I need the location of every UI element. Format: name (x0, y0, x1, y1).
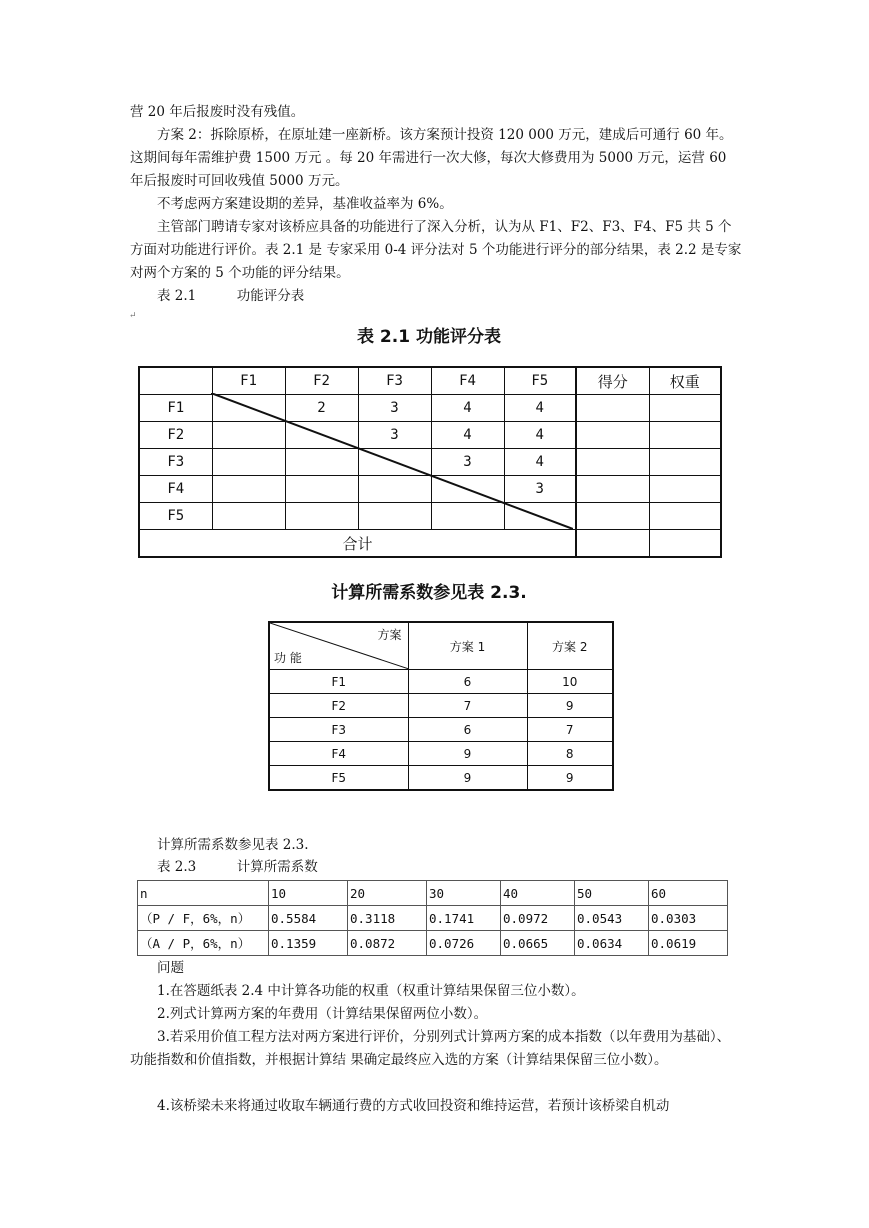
weight-cell (649, 395, 721, 422)
table-row (139, 367, 721, 395)
row-label: F2 (139, 422, 212, 449)
table-cell: 0.0872 (348, 931, 427, 956)
score-cell (576, 395, 649, 422)
table-cell: 4 (431, 395, 504, 422)
question-1: 1.在答题纸表 2.4 中计算各功能的权重（权重计算结果保留三位小数）。 (157, 983, 585, 999)
table-cell: 7 (408, 694, 527, 718)
header-cell: F3 (358, 367, 431, 395)
table21-title: 表 2.1 功能评分表 (357, 327, 501, 347)
table-row (139, 530, 721, 558)
row-label: F5 (269, 766, 408, 791)
table-cell: 60 (649, 881, 728, 906)
table-cell: 30 (427, 881, 501, 906)
corner-plan-label: 方案 (377, 628, 402, 642)
paragraph-experts: 主管部门聘请专家对该桥应具备的功能进行了深入分析，认为从 F1、F2、F3、F4、F5 共 5 个方面对功能进行评价。表 2.1 是 专家采用 0-4 评分法对 5 个功能进行评分的部分结果，表 2.2 是专家对两个方案的 5 个功能的评分结果。 (130, 219, 742, 281)
table21-caption: 表 2.1 功能评分表 (157, 288, 305, 304)
row-label: F3 (269, 718, 408, 742)
header-cell: 方案 1 (408, 622, 527, 670)
table-cell: 40 (501, 881, 575, 906)
table-cell: 9 (527, 766, 613, 791)
table-cell: 10 (269, 881, 348, 906)
table-cell: 0.1741 (427, 906, 501, 931)
table-cell: 50 (575, 881, 649, 906)
paragraph-plan2: 方案 2：拆除原桥，在原址建一座新桥。该方案预计投资 120 000 万元，建成后可通行 60 年。这期间每年需维护费 1500 万元 。每 20 年需进行一次大修，每次大修费用为 5000 万元，运营 60 年后报废时可回收残值 5000 万元。 (130, 127, 733, 189)
table-cell: 0.3118 (348, 906, 427, 931)
header-cell: 方案 2 (527, 622, 613, 670)
table-cell: 9 (527, 694, 613, 718)
row-label: F1 (269, 670, 408, 694)
table-cell: 0.0726 (427, 931, 501, 956)
weight-cell (649, 503, 721, 530)
question-2: 2.列式计算两方案的年费用（计算结果保留两位小数）。 (157, 1006, 488, 1022)
table-cell: 20 (348, 881, 427, 906)
corner-function-label: 功 能 (274, 651, 302, 665)
table-cell: 10 (527, 670, 613, 694)
weight-cell (649, 422, 721, 449)
header-cell: F5 (504, 367, 576, 395)
score-cell (576, 422, 649, 449)
header-cell: F1 (212, 367, 285, 395)
table-cell: 9 (408, 742, 527, 766)
table-cell: 4 (431, 422, 504, 449)
table-cell: 7 (527, 718, 613, 742)
table-cell: 8 (527, 742, 613, 766)
table-cell: 3 (504, 476, 576, 503)
row-label: F3 (139, 449, 212, 476)
table-row (269, 766, 613, 791)
table23-caption: 表 2.3 计算所需系数 (157, 859, 318, 875)
table-cell: （P / F，6%，n） (138, 906, 269, 931)
score-cell (576, 476, 649, 503)
table-cell: 4 (504, 395, 576, 422)
reference-line: 计算所需系数参见表 2.3. (157, 837, 309, 853)
total-label: 合计 (139, 530, 576, 558)
paragraph-residual: 营 20 年后报废时没有残值。 (130, 104, 305, 120)
table-cell: 3 (358, 422, 431, 449)
table-row (269, 694, 613, 718)
table-row (138, 881, 728, 906)
table-cell: 6 (408, 670, 527, 694)
table-row (269, 718, 613, 742)
row-label: F4 (139, 476, 212, 503)
return-mark: ↵ (129, 311, 137, 321)
score-cell (576, 449, 649, 476)
row-label: F4 (269, 742, 408, 766)
table-cell: 2 (285, 395, 358, 422)
weight-total-cell (649, 530, 721, 558)
plan-score-table (268, 621, 614, 791)
header-cell: 得分 (576, 367, 649, 395)
table-cell: 0.0543 (575, 906, 649, 931)
coefficient-table (137, 880, 728, 956)
table-cell: （A / P，6%，n） (138, 931, 269, 956)
table-cell: n (138, 881, 269, 906)
header-cell: 权重 (649, 367, 721, 395)
table-cell: 0.1359 (269, 931, 348, 956)
table-cell: 0.0303 (649, 906, 728, 931)
table-cell: 0.5584 (269, 906, 348, 931)
questions-heading: 问题 (157, 960, 184, 976)
question-3: 3.若采用价值工程方法对两方案进行评价，分别列式计算两方案的成本指数（以年费用为基础）、功能指数和价值指数，并根据计算结 果确定最终应入选的方案（计算结果保留三位小数）。 (130, 1029, 731, 1068)
table-cell: 4 (504, 422, 576, 449)
table-row (138, 931, 728, 956)
question-4: 4.该桥梁未来将通过收取车辆通行费的方式收回投资和维持运营，若预计该桥梁自机动 (157, 1098, 670, 1114)
row-label: F2 (269, 694, 408, 718)
table-row (269, 622, 613, 670)
table-cell: 4 (504, 449, 576, 476)
score-total-cell (576, 530, 649, 558)
table-cell: 3 (358, 395, 431, 422)
header-cell (139, 367, 212, 395)
diagonal-line (211, 393, 573, 529)
table-row (269, 670, 613, 694)
table-cell: 0.0619 (649, 931, 728, 956)
weight-cell (649, 449, 721, 476)
table-row (138, 906, 728, 931)
row-label: F1 (139, 395, 212, 422)
weight-cell (649, 476, 721, 503)
table-cell: 6 (408, 718, 527, 742)
table-cell: 3 (431, 449, 504, 476)
table-cell: 0.0634 (575, 931, 649, 956)
paragraph-rate: 不考虑两方案建设期的差异，基准收益率为 6%。 (157, 196, 453, 212)
table-cell: 0.0665 (501, 931, 575, 956)
table-cell: 9 (408, 766, 527, 791)
row-label: F5 (139, 503, 212, 530)
corner-cell (269, 622, 408, 670)
score-cell (576, 503, 649, 530)
table-cell: 0.0972 (501, 906, 575, 931)
header-cell: F4 (431, 367, 504, 395)
table-row (269, 742, 613, 766)
table22-title: 计算所需系数参见表 2.3. (331, 583, 527, 603)
header-cell: F2 (285, 367, 358, 395)
